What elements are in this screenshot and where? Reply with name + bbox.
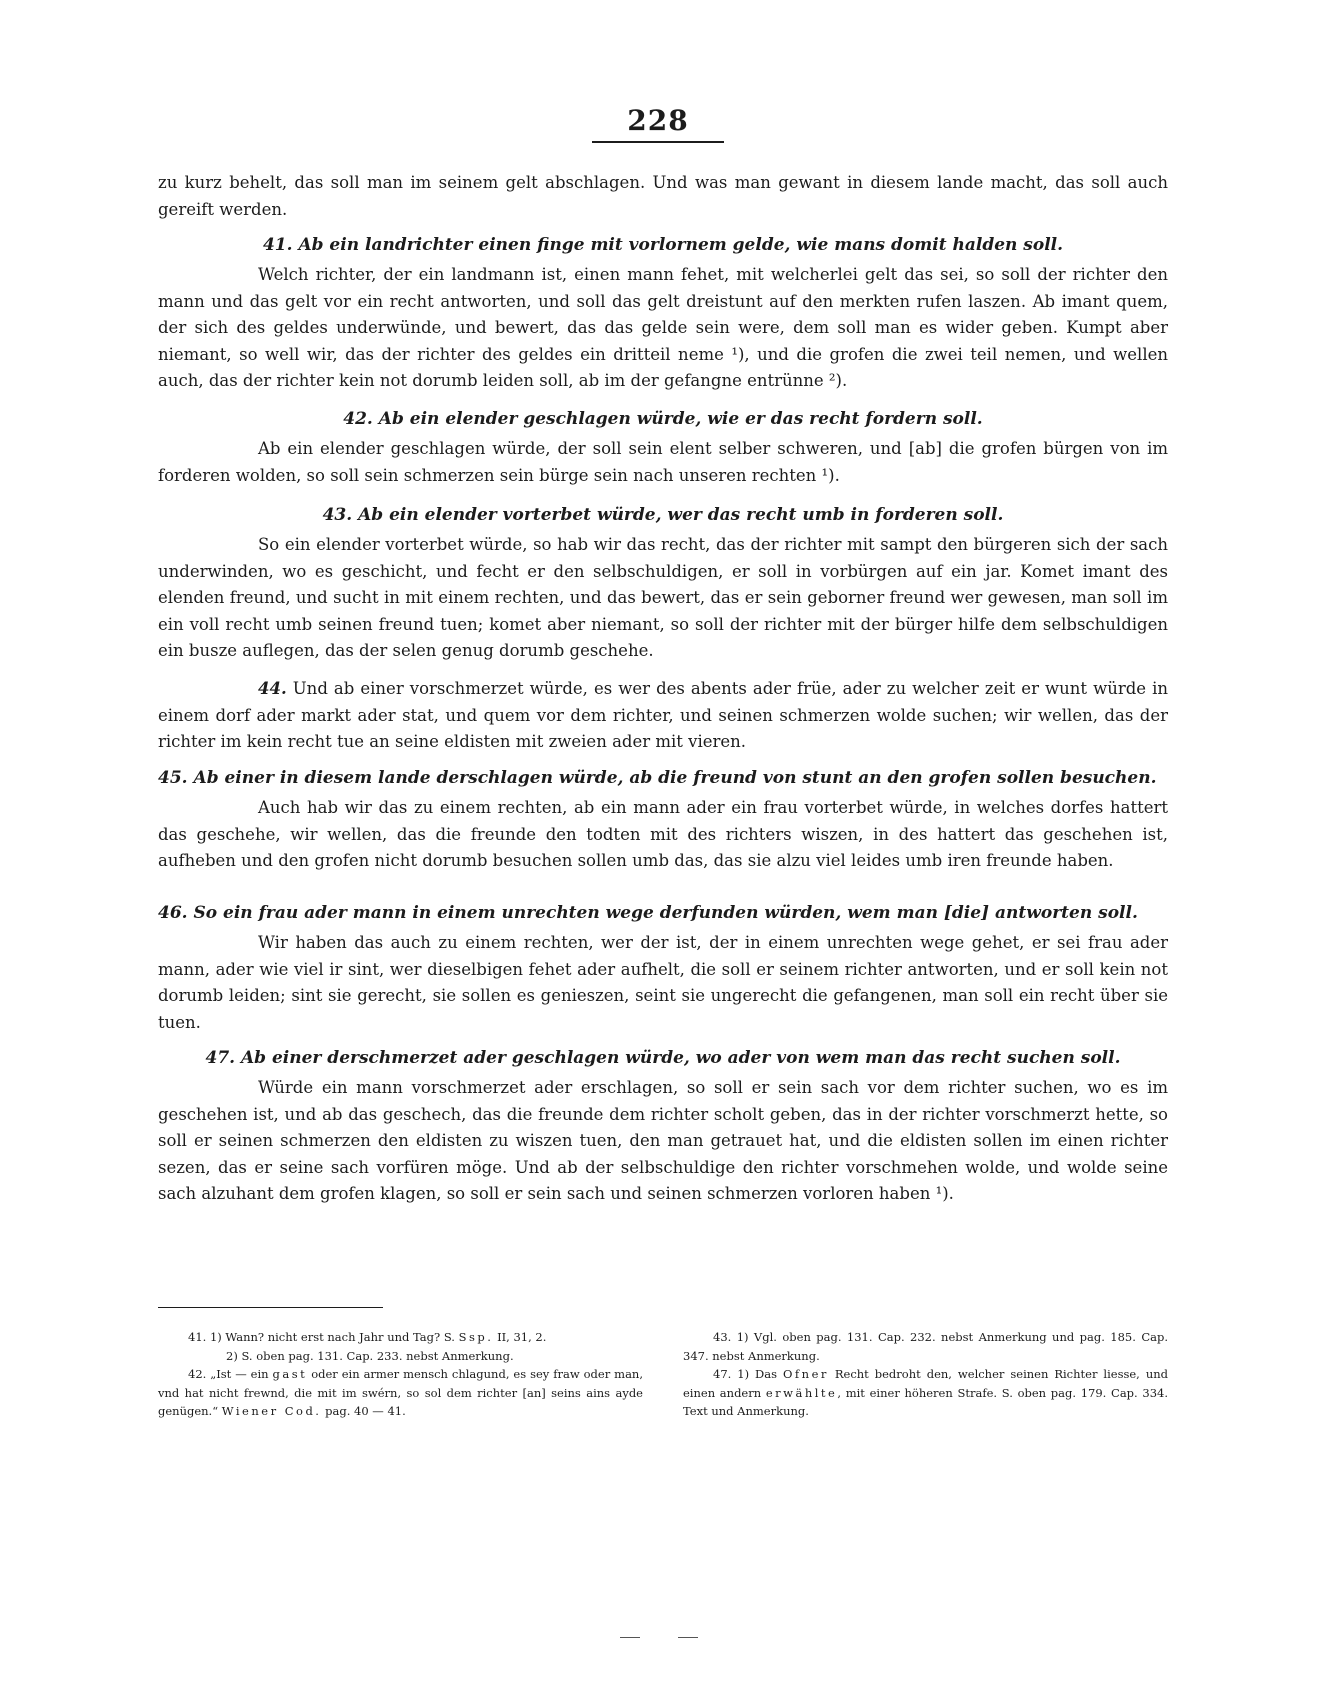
section-number: 46.	[158, 903, 188, 923]
dash-mark	[678, 1637, 698, 1638]
section-title: Ab ein elender vorterbet würde, wer das recht umb in forderen soll.	[358, 505, 1004, 525]
section-number: 42.	[343, 409, 373, 429]
section-title: Ab ein landrichter einen finge mit vorlornem gelde, wie mans domit halden soll.	[298, 235, 1064, 255]
page-bottom-marks	[620, 1637, 710, 1639]
section-heading	[158, 232, 1168, 258]
section-heading	[158, 765, 1168, 791]
section-number: 41.	[262, 235, 293, 255]
section-text-body: Und ab einer vorschmerzet würde, es wer des abents ader früe, ader zu welcher zeit er wunt würde in einem dorf ader markt ader stat, und quem vor dem richter, und seinen schmerzen wolde suchen; wir wellen, das der richter im kein recht tue an seine eldisten mit zweien ader mit vieren.	[158, 679, 1168, 751]
section-43	[158, 502, 1168, 665]
footnotes-left-column	[158, 1328, 643, 1421]
section-number: 43.	[322, 505, 353, 525]
section-46	[158, 900, 1168, 1036]
section-47	[158, 1045, 1168, 1208]
footnote-41-2: 2) S. oben pag. 131. Cap. 233. nebst Anmerkung.	[226, 1348, 514, 1363]
section-heading	[158, 406, 1168, 432]
section-text: Ab ein elender geschlagen würde, der soll sein elent selber schweren, und [ab] die grofen bürgen von im forderen wolden, so soll sein schmerzen sein bürge sein nach unseren rechten ¹).	[158, 439, 1168, 485]
section-text: Welch richter, der ein landmann ist, einen mann fehet, mit welcherlei gelt das sei, so soll der richter den mann und das gelt vor ein recht antworten, und soll das gelt dreistunt auf den merkten rufen laszen. Ab imant quem, der sich des geldes underwünde, und bewert, das das gelde sein were, dem soll man es wider geben. Kumpt aber niemant, so well wir, das der richter des geldes ein dritteil neme ¹), und die grofen die zwei teil nemen, und wellen auch, das der richter kein not dorumb leiden soll, ab im der gefangne entrünne ²).	[158, 265, 1168, 390]
section-heading	[158, 900, 1168, 926]
footnote-divider	[158, 1307, 383, 1308]
section-number: 44.	[258, 679, 287, 698]
section-number: 45.	[158, 768, 188, 788]
footnotes-right-column	[683, 1328, 1168, 1421]
section-text: Wir haben das auch zu einem rechten, wer der ist, der in einem unrechten wege gehet, er sei frau ader mann, ader wie viel ir sint, wer dieselbigen fehet ader aufhelt, die soll er seinem richter antworten, und er soll kein not dorumb leiden; sint sie gerecht, sie sollen es genieszen, seint sie ungerecht die gefangenen, man soll ein recht über sie tuen.	[158, 933, 1168, 1032]
page-number: 228	[592, 104, 724, 143]
section-text: Auch hab wir das zu einem rechten, ab ein mann ader ein frau vorterbet würde, in welches dorfes hattert das geschehe, wir wellen, das die freunde den todten mit des richters wiszen, in des hattert das geschehen ist, aufheben und den grofen nicht dorumb besuchen sollen umb das, das sie alzu viel leides umb iren freunde haben.	[158, 798, 1168, 870]
section-heading	[158, 1045, 1168, 1071]
footnote-41-1: 41. 1) Wann? nicht erst nach Jahr und Tag? S. Ssp. II, 31, 2.	[188, 1330, 547, 1344]
section-title: So ein frau ader mann in einem unrechten wege derfunden würden, wem man [die] antworten soll.	[193, 903, 1138, 923]
section-number: 47.	[205, 1048, 236, 1068]
intro-block	[158, 170, 1168, 223]
section-45	[158, 765, 1168, 875]
dash-mark	[620, 1637, 640, 1638]
section-title: Ab einer derschmerzet ader geschlagen würde, wo ader von wem man das recht suchen soll.	[240, 1048, 1121, 1068]
intro-paragraph: zu kurz behelt, das soll man im seinem gelt abschlagen. Und was man gewant in diesem lande macht, das soll auch gereift werden.	[158, 173, 1168, 219]
section-text: Würde ein mann vorschmerzet ader erschlagen, so soll er sein sach vor dem richter suchen, wo es im geschehen ist, und ab das geschech, das die freunde dem richter scholt geben, das in der richter vorschmerzt hette, so soll er seinen schmerzen den eldisten zu wiszen tuen, den man getrauet hat, und die eldisten sollen im einen richter sezen, das er seine sach vorfüren möge. Und ab der selbschuldige den richter vorschmehen wolde, und wolde seine sach alzuhant dem grofen klagen, so soll er sein sach und seinen schmerzen vorloren haben ¹).	[158, 1078, 1168, 1203]
section-42	[158, 406, 1168, 489]
footnote-43: 43. 1) Vgl. oben pag. 131. Cap. 232. nebst Anmerkung und pag. 185. Cap. 347. nebst Anmerkung.	[683, 1330, 1168, 1363]
section-heading	[158, 502, 1168, 528]
section-44	[158, 676, 1168, 756]
section-title: Ab einer in diesem lande derschlagen würde, ab die freund von stunt an den grofen sollen besuchen.	[193, 768, 1157, 788]
section-text	[158, 676, 1168, 756]
section-title: Ab ein elender geschlagen würde, wie er das recht fordern soll.	[378, 409, 983, 429]
section-41	[158, 232, 1168, 395]
footnote-47: 47. 1) Das Ofner Recht bedroht den, welcher seinen Richter liesse, und einen andern erwählte, mit einer höheren Strafe. S. oben pag. 179. Cap. 334. Text und Anmerkung.	[683, 1367, 1168, 1418]
footnote-42: 42. „Ist — ein gast oder ein armer mensch chlagund, es sey fraw oder man, vnd hat nicht frewnd, die mit im swérn, so sol dem richter [an] seins ains ayde genügen.“ Wiener Cod. pag. 40 — 41.	[158, 1367, 643, 1418]
section-text: So ein elender vorterbet würde, so hab wir das recht, das der richter mit sampt den bürgeren sich der sach underwinden, wo es geschicht, und fecht er den selbschuldigen, er soll in vorbürgen auf ein jar. Komet imant des elenden freund, und sucht in mit einem rechten, und das bewert, das er sein geborner freund wer gewesen, man soll im ein voll recht umb seinen freund tuen; komet aber niemant, so soll der richter mit der bürger hilfe dem selbschuldigen ein busze auflegen, das der selen genug dorumb geschehe.	[158, 535, 1168, 660]
